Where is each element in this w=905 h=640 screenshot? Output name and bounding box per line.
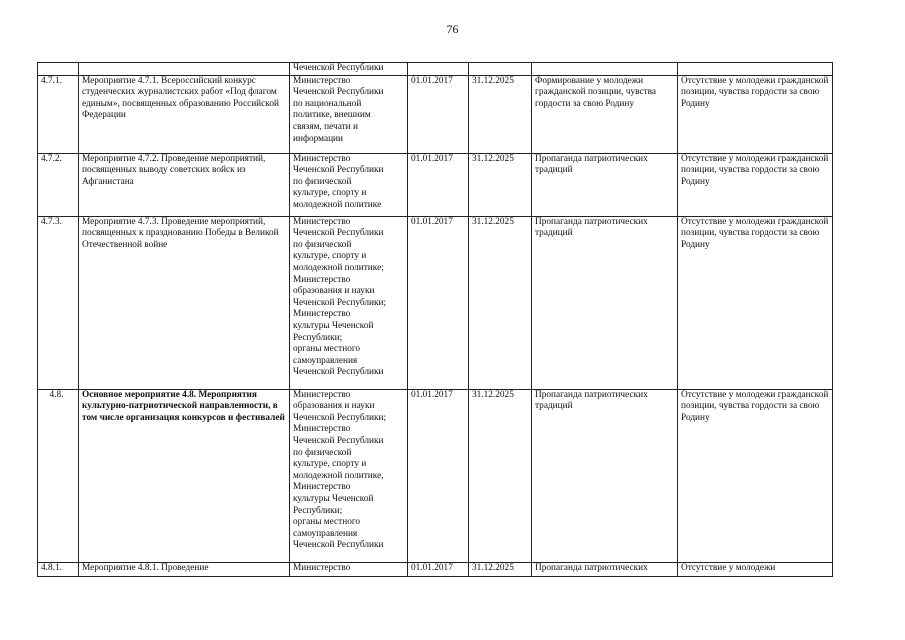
cell-start-date bbox=[408, 63, 469, 76]
cell-consequence bbox=[678, 216, 833, 389]
cell-end-date bbox=[469, 63, 532, 76]
cell-result-text: Пропаганда патриотических традиций bbox=[535, 153, 648, 176]
cell-consequence-text: Отсутствие у молодежи bbox=[681, 562, 776, 573]
cell-result-text: Пропаганда патриотических традиций bbox=[535, 216, 648, 239]
cell-start-date bbox=[408, 75, 469, 153]
page-number: 76 bbox=[446, 22, 459, 36]
cell-result bbox=[532, 216, 678, 389]
cell-number bbox=[38, 153, 79, 216]
table-row bbox=[38, 562, 833, 576]
cell-result-text: Пропаганда патриотических bbox=[535, 562, 648, 573]
cell-result-text: Формирование у молодежи гражданской позиции, чувства гордости за свою Родину bbox=[535, 75, 657, 109]
cell-consequence bbox=[678, 75, 833, 153]
cell-result bbox=[532, 63, 678, 76]
cell-consequence bbox=[678, 562, 833, 576]
cell-number-text: 4.7.2. bbox=[41, 153, 62, 164]
table-row-continuation bbox=[38, 63, 833, 76]
cell-start-date-text: 01.01.2017 bbox=[411, 153, 453, 164]
cell-executor bbox=[290, 389, 408, 562]
cell-consequence bbox=[678, 153, 833, 216]
cell-title-text: Мероприятие 4.7.1. Всероссийский конкурс студенческих журналистских работ «Под флагом единым», посвященных образованию Российской Федерации bbox=[82, 75, 279, 121]
cell-executor: Чеченской Республики bbox=[290, 63, 408, 76]
cell-executor bbox=[290, 153, 408, 216]
cell-end-date bbox=[469, 216, 532, 389]
cell-executor bbox=[290, 562, 408, 576]
table-row bbox=[38, 389, 833, 562]
cell-end-date bbox=[469, 389, 532, 562]
cell-end-date-text: 31.12.2025 bbox=[472, 562, 514, 573]
cell-consequence-text: Отсутствие у молодежи гражданской позиции, чувства гордости за свою Родину bbox=[681, 75, 829, 109]
table-row bbox=[38, 153, 833, 216]
cell-result bbox=[532, 75, 678, 153]
cell-number bbox=[38, 216, 79, 389]
cell-end-date-text: 31.12.2025 bbox=[472, 216, 514, 227]
cell-title bbox=[79, 153, 290, 216]
cell-start-date bbox=[408, 389, 469, 562]
cell-end-date bbox=[469, 562, 532, 576]
cell-result bbox=[532, 562, 678, 576]
cell-number-text: 4.7.1. bbox=[41, 75, 62, 86]
cell-number bbox=[38, 63, 79, 76]
cell-result bbox=[532, 153, 678, 216]
cell-end-date bbox=[469, 75, 532, 153]
cell-executor-text: Министерство Чеченской Республики по физической культуре, спорту и молодежной политике; Министерство образования и науки Чеченской Республики; Министерство культуры Чеченской Республики; органы местного самоуправления Чеченской Республики bbox=[293, 216, 387, 378]
cell-consequence-text: Отсутствие у молодежи гражданской позиции, чувства гордости за свою Родину bbox=[681, 389, 829, 423]
cell-start-date-text: 01.01.2017 bbox=[411, 389, 453, 400]
cell-title-text: Основное мероприятие 4.8. Мероприятия культурно-патриотической направленности, в том числе организация конкурсов и фестивалей bbox=[82, 389, 285, 423]
cell-consequence-text: Отсутствие у молодежи гражданской позиции, чувства гордости за свою Родину bbox=[681, 216, 829, 250]
cell-start-date-text: 01.01.2017 bbox=[411, 216, 453, 227]
cell-title bbox=[79, 562, 290, 576]
cell-start-date-text: 01.01.2017 bbox=[411, 75, 453, 86]
cell-title bbox=[79, 389, 290, 562]
program-activities-table bbox=[37, 62, 833, 577]
cell-consequence bbox=[678, 389, 833, 562]
cell-title bbox=[79, 75, 290, 153]
cell-start-date bbox=[408, 216, 469, 389]
cell-executor-text: Министерство bbox=[293, 562, 351, 573]
cell-result-text: Пропаганда патриотических традиций bbox=[535, 389, 648, 412]
cell-start-date bbox=[408, 562, 469, 576]
cell-end-date bbox=[469, 153, 532, 216]
cell-consequence-text: Отсутствие у молодежи гражданской позиции, чувства гордости за свою Родину bbox=[681, 153, 829, 187]
cell-executor-text: Министерство Чеченской Республики по национальной политике, внешним связям, печати и информации bbox=[293, 75, 384, 144]
cell-end-date-text: 31.12.2025 bbox=[472, 389, 514, 400]
table-row bbox=[38, 75, 833, 153]
cell-title-text: Мероприятие 4.8.1. Проведение bbox=[82, 562, 209, 573]
table-row bbox=[38, 216, 833, 389]
cell-end-date-text: 31.12.2025 bbox=[472, 75, 514, 86]
cell-result bbox=[532, 389, 678, 562]
cell-number-text: 4.8. bbox=[49, 389, 64, 400]
cell-number bbox=[38, 562, 79, 576]
cell-number-text: 4.7.3. bbox=[41, 216, 62, 227]
cell-number-text: 4.8.1. bbox=[41, 562, 62, 573]
cell-title-text: Мероприятие 4.7.2. Проведение мероприятий, посвященных выводу советских войск из Афганистана bbox=[82, 153, 266, 187]
cell-start-date bbox=[408, 153, 469, 216]
cell-title-text: Мероприятие 4.7.3. Проведение мероприятий, посвященных к празднованию Победы в Великой Отечественной войне bbox=[82, 216, 279, 250]
cell-executor-text: Министерство Чеченской Республики по физической культуре, спорту и молодежной политике bbox=[293, 153, 384, 210]
cell-title bbox=[79, 216, 290, 389]
cell-executor bbox=[290, 75, 408, 153]
cell-end-date-text: 31.12.2025 bbox=[472, 153, 514, 164]
cell-number bbox=[38, 389, 79, 562]
cell-number bbox=[38, 75, 79, 153]
cell-executor-text: Министерство образования и науки Чеченской Республики; Министерство Чеченской Республики по физической культуре, спорту и молодежной политике, Министерство культуры Чеченской Республики; органы местного самоуправления Чеченской Республики bbox=[293, 389, 387, 551]
cell-executor bbox=[290, 216, 408, 389]
cell-title bbox=[79, 63, 290, 76]
cell-consequence bbox=[678, 63, 833, 76]
cell-start-date-text: 01.01.2017 bbox=[411, 562, 453, 573]
